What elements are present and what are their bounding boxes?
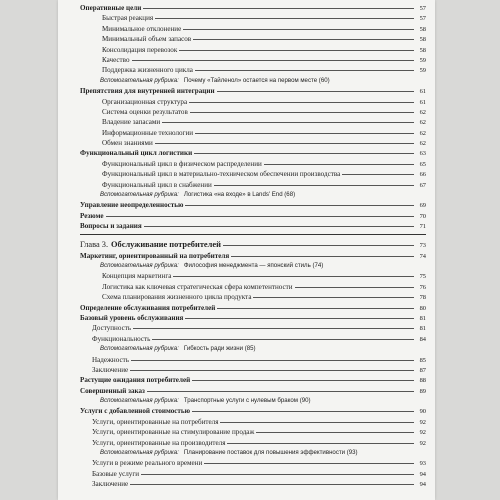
toc-section: [80, 200, 426, 210]
toc-subsection: [80, 458, 426, 468]
entry-title: Функциональный цикл в физическом распределении: [102, 159, 262, 168]
toc-subsection: [80, 169, 426, 179]
toc-section: [80, 386, 426, 396]
toc-subsection: [80, 180, 426, 190]
entry-title: Система оценки результатов: [102, 107, 188, 116]
page-number: 59: [419, 56, 426, 64]
rubric-title: Транспортные услуги с нулевым браком (90): [183, 397, 311, 405]
page-number: 84: [419, 335, 426, 343]
page-number: 81: [419, 325, 426, 333]
entry-title: Вопросы и задания: [80, 222, 142, 231]
chapter-title: Обслуживание потребителей: [111, 239, 221, 249]
rubric-title: Философия менеджмента — японский стиль (74): [183, 261, 324, 269]
page-number: 78: [419, 294, 426, 302]
leader-line: [192, 411, 414, 412]
toc-subsection: [80, 24, 426, 34]
toc-subsection: [80, 128, 426, 138]
rubric-label: Вспомогательная рубрика:: [100, 345, 179, 353]
leader-line: [295, 287, 414, 288]
rubric-title: Гибкость ради жизни (85): [183, 345, 256, 353]
entry-title: Определение обслуживания потребителей: [80, 303, 216, 312]
leader-line: [192, 380, 414, 381]
toc-subsection: [80, 55, 426, 65]
leader-line: [256, 432, 414, 433]
leader-line: [231, 256, 414, 257]
entry-title: Схема планирования жизненного цикла продукта: [102, 293, 252, 302]
toc-rubric: [80, 344, 426, 354]
toc-section: [80, 3, 426, 13]
toc-subsection: [80, 138, 426, 148]
entry-title: Управление неопределенностью: [80, 201, 184, 210]
book-page: [58, 0, 435, 500]
chapter-divider: [80, 234, 426, 235]
leader-line: [227, 443, 414, 444]
entry-title: Доступность: [92, 324, 132, 333]
leader-line: [189, 102, 414, 103]
toc-subsection: [80, 45, 426, 55]
entry-title: Качество: [102, 55, 130, 64]
leader-line: [223, 245, 414, 246]
entry-title: Резюме: [80, 211, 104, 220]
page-number: 59: [419, 67, 426, 75]
leader-line: [131, 360, 414, 361]
toc-subsection: [80, 469, 426, 479]
page-number: 61: [419, 98, 426, 106]
rubric-label: Вспомогательная рубрика:: [100, 449, 179, 457]
chapter-number: Глава 3.: [80, 239, 109, 249]
rubric-label: Вспомогательная рубрика:: [100, 191, 179, 199]
entry-title: Препятствия для внутренней интеграции: [80, 87, 215, 96]
page-number: 58: [419, 36, 426, 44]
toc-subsection: [80, 479, 426, 489]
entry-title: Базовые услуги: [92, 469, 140, 478]
entry-title: Услуги, ориентированные на потребителя: [92, 417, 219, 426]
page-number: 88: [419, 377, 426, 385]
toc-subsection: [80, 97, 426, 107]
page-number: 62: [419, 140, 426, 148]
toc-chapter: [80, 238, 426, 251]
page-number: 67: [419, 181, 426, 189]
toc-rubric: [80, 76, 426, 86]
entry-title: Услуги, ориентированные на производителя: [92, 438, 226, 447]
toc-section: [80, 375, 426, 385]
leader-line: [155, 143, 414, 144]
leader-line: [342, 174, 414, 175]
leader-line: [106, 216, 414, 217]
page-number: 92: [419, 439, 426, 447]
toc-section: [80, 251, 426, 261]
toc-subsection: [80, 282, 426, 292]
entry-title: Оперативные цели: [80, 4, 142, 12]
leader-line: [133, 328, 414, 329]
toc-section: [80, 221, 426, 231]
leader-line: [183, 29, 414, 30]
page-number: 76: [419, 283, 426, 291]
entry-title: Минимальный объем запасов: [102, 35, 192, 44]
toc-subsection: [80, 334, 426, 344]
entry-title: Логистика как ключевая стратегическая сфера компетентности: [102, 282, 293, 291]
page-number: 58: [419, 46, 426, 54]
page-number: 73: [419, 241, 426, 249]
page-number: 62: [419, 119, 426, 127]
page-number: 87: [419, 366, 426, 374]
page-number: 75: [419, 273, 426, 281]
page-number: 62: [419, 108, 426, 116]
page-number: 57: [419, 15, 426, 23]
entry-title: Базовый уровень обслуживания: [80, 313, 184, 322]
toc-rubric: [80, 261, 426, 271]
rubric-label: Вспомогательная рубрика:: [100, 76, 179, 84]
leader-line: [147, 391, 414, 392]
toc-section: [80, 406, 426, 416]
toc-subsection: [80, 417, 426, 427]
entry-title: Быстрая реакция: [102, 14, 154, 23]
leader-line: [144, 226, 414, 227]
leader-line: [264, 164, 414, 165]
leader-line: [152, 339, 414, 340]
leader-line: [130, 370, 414, 371]
page-number: 62: [419, 129, 426, 137]
page-number: 69: [419, 202, 426, 210]
page-number: 63: [419, 150, 426, 158]
rubric-title: Логистика «на входе» в Lands' End (68): [183, 191, 296, 199]
entry-title: Консолидация перевозок: [102, 45, 178, 54]
toc-subsection: [80, 323, 426, 333]
page-number: 58: [419, 25, 426, 33]
leader-line: [217, 91, 414, 92]
entry-title: Поддержка жизненного цикла: [102, 66, 193, 75]
page-number: 81: [419, 314, 426, 322]
leader-line: [214, 185, 414, 186]
leader-line: [155, 18, 414, 19]
leader-line: [173, 276, 414, 277]
toc-subsection: [80, 34, 426, 44]
leader-line: [204, 463, 414, 464]
leader-line: [253, 297, 414, 298]
page-number: 65: [419, 160, 426, 168]
toc-subsection: [80, 271, 426, 281]
rubric-title: Планирование поставок для повышения эффективности (93): [183, 449, 358, 457]
page-number: 80: [419, 304, 426, 312]
leader-line: [141, 474, 414, 475]
page-number: 94: [419, 481, 426, 489]
entry-title: Функциональный цикл логистики: [80, 149, 193, 158]
page-number: 94: [419, 470, 426, 478]
chapter-heading: [80, 238, 223, 251]
page-number: 92: [419, 418, 426, 426]
toc-subsection: [80, 427, 426, 437]
entry-title: Надежность: [92, 355, 129, 364]
rubric-label: Вспомогательная рубрика:: [100, 261, 179, 269]
entry-title: Обмен знаниями: [102, 139, 153, 148]
page-number: 92: [419, 429, 426, 437]
toc-rubric: [80, 190, 426, 200]
table-of-contents: [80, 3, 426, 490]
entry-title: Концепция маркетинга: [102, 272, 172, 281]
rubric-label: Вспомогательная рубрика:: [100, 397, 179, 405]
leader-line: [143, 8, 414, 9]
leader-line: [132, 60, 415, 61]
page-number: 66: [419, 171, 426, 179]
leader-line: [185, 205, 414, 206]
toc-subsection: [80, 117, 426, 127]
page-number: 89: [419, 387, 426, 395]
entry-title: Функциональный цикл в материально-техническом обеспечении производства: [102, 170, 341, 179]
toc-rubric: [80, 396, 426, 406]
entry-title: Функциональный цикл в снабжении: [102, 180, 212, 189]
leader-line: [185, 318, 414, 319]
leader-line: [130, 484, 414, 485]
entry-title: Услуги с добавленной стоимостью: [80, 407, 191, 416]
leader-line: [179, 50, 414, 51]
toc-subsection: [80, 159, 426, 169]
entry-title: Организационная структура: [102, 97, 188, 106]
page-number: 90: [419, 408, 426, 416]
leader-line: [193, 39, 414, 40]
entry-title: Функциональность: [92, 334, 151, 343]
toc-section: [80, 148, 426, 158]
leader-line: [195, 70, 414, 71]
leader-line: [220, 422, 414, 423]
page-number: 71: [419, 223, 426, 231]
toc-rubric: [80, 448, 426, 458]
leader-line: [195, 133, 414, 134]
toc-subsection: [80, 365, 426, 375]
page-number: 85: [419, 356, 426, 364]
entry-title: Владение запасами: [102, 118, 161, 127]
page-number: 74: [419, 252, 426, 260]
toc-subsection: [80, 13, 426, 23]
leader-line: [190, 112, 414, 113]
toc-subsection: [80, 292, 426, 302]
entry-title: Заключение: [92, 365, 129, 374]
rubric-title: Почему «Тайленол» остается на первом месте (60): [183, 76, 330, 84]
entry-title: Услуги, ориентированные на стимулирование продаж: [92, 428, 255, 437]
toc-subsection: [80, 65, 426, 75]
page-number: 61: [419, 88, 426, 96]
page-number: 70: [419, 212, 426, 220]
page-number: 93: [419, 460, 426, 468]
toc-section: [80, 313, 426, 323]
entry-title: Информационные технологии: [102, 128, 194, 137]
entry-title: Минимальное отклонение: [102, 24, 182, 33]
leader-line: [194, 153, 414, 154]
page-number: 57: [419, 5, 426, 12]
entry-title: Растущие ожидания потребителей: [80, 376, 191, 385]
entry-title: Маркетинг, ориентированный на потребителя: [80, 251, 230, 260]
toc-subsection: [80, 355, 426, 365]
leader-line: [162, 122, 414, 123]
toc-subsection: [80, 438, 426, 448]
leader-line: [217, 308, 414, 309]
toc-section: [80, 86, 426, 96]
toc-subsection: [80, 107, 426, 117]
entry-title: Услуги в режиме реального времени: [92, 459, 203, 468]
toc-section: [80, 303, 426, 313]
toc-section: [80, 211, 426, 221]
entry-title: Заключение: [92, 480, 129, 489]
entry-title: Совершенный заказ: [80, 386, 145, 395]
